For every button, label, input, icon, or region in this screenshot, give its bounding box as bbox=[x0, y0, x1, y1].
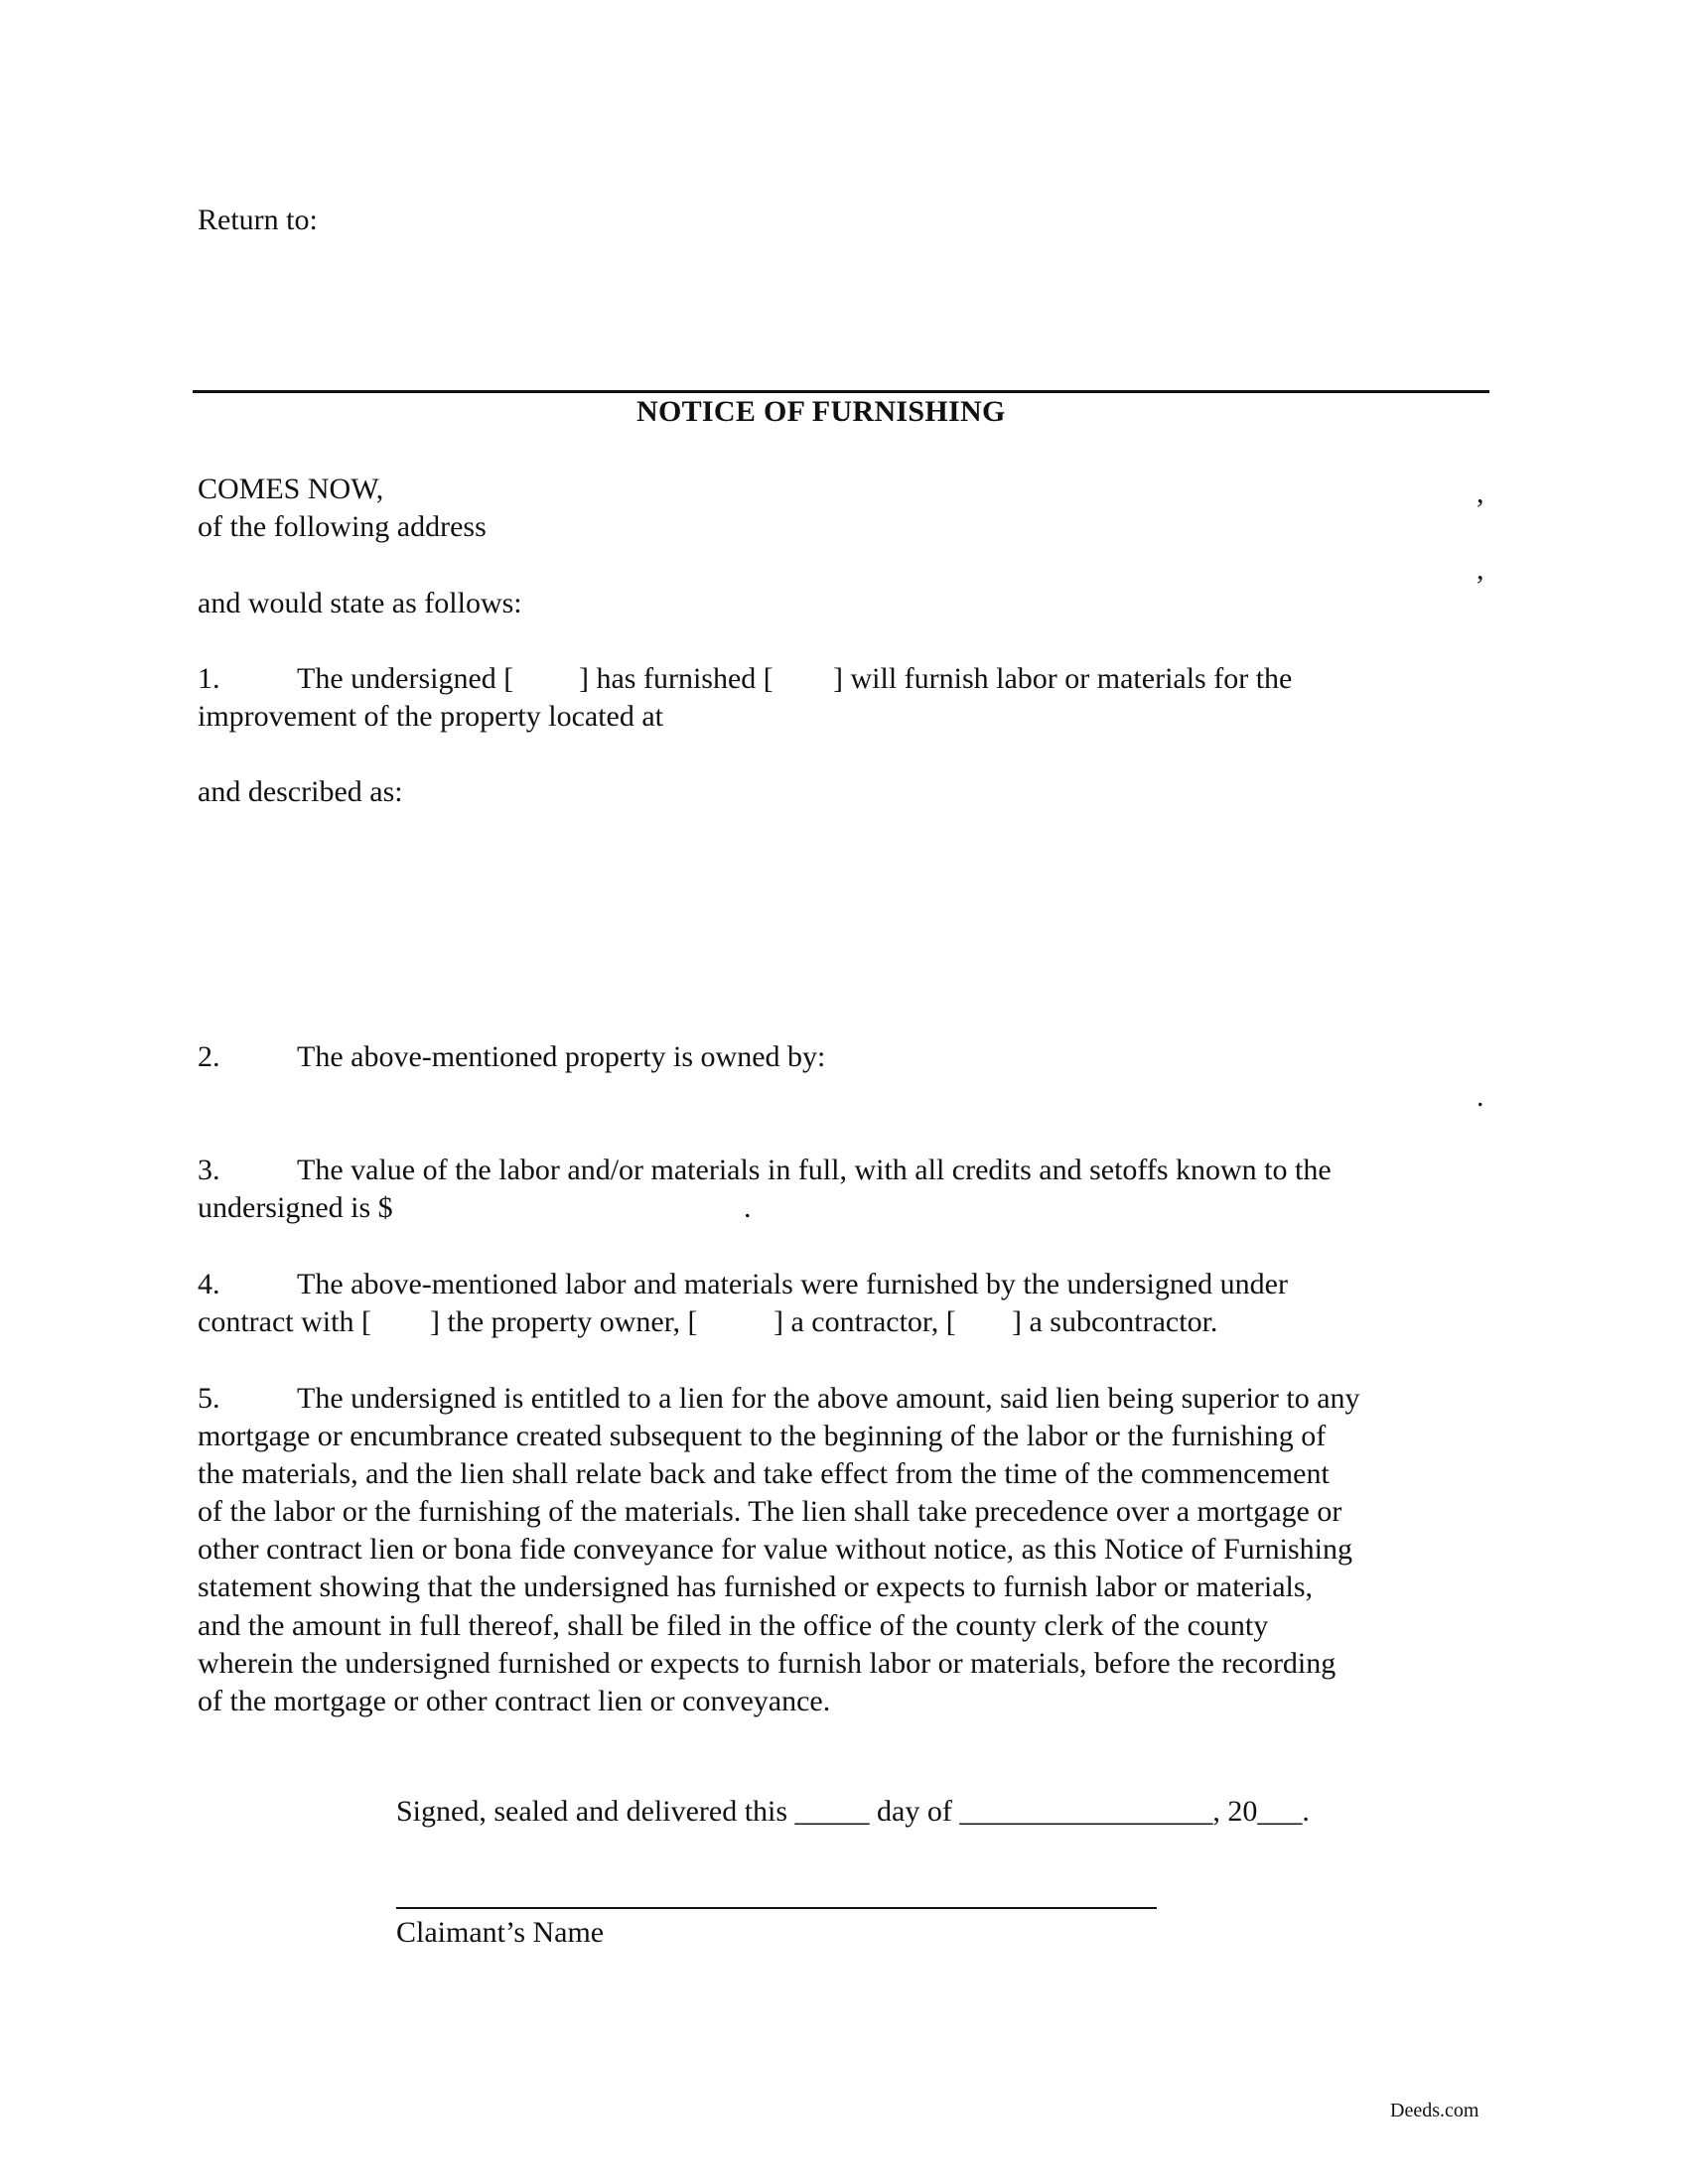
item-5-line: of the mortgage or other contract lien or conveyance. bbox=[198, 1684, 831, 1717]
item-4-text-line2-a: contract with [ bbox=[198, 1305, 371, 1338]
state-as-follows-label: and would state as follows: bbox=[198, 587, 522, 619]
title-rule bbox=[193, 390, 1489, 393]
following-address-label: of the following address bbox=[198, 510, 487, 543]
item-5-line: and the amount in full thereof, shall be filed in the office of the county clerk of the county bbox=[198, 1608, 1269, 1642]
item-3-text-line1: The value of the labor and/or materials in full, with all credits and setoffs known to the bbox=[297, 1154, 1332, 1186]
amount-blank-period: . bbox=[744, 1191, 752, 1224]
item-2-text: The above-mentioned property is owned by: bbox=[297, 1040, 826, 1073]
signed-date-line: Signed, sealed and delivered this _____ day of _________________, 20___. bbox=[396, 1795, 1310, 1828]
item-4-number: 4. bbox=[198, 1268, 220, 1300]
item-5-paragraph bbox=[198, 1380, 1508, 1720]
footer-source: Deeds.com bbox=[1390, 2100, 1479, 2121]
item-5-line: The undersigned is entitled to a lien for the above amount, said lien being superior to any bbox=[297, 1382, 1360, 1415]
claimant-name-label: Claimant’s Name bbox=[396, 1916, 605, 1949]
described-as-label: and described as: bbox=[198, 775, 403, 808]
return-to-label: Return to: bbox=[198, 204, 318, 236]
item-1-text-c: ] will furnish labor or materials for the bbox=[833, 662, 1293, 695]
item-2-number: 2. bbox=[198, 1040, 220, 1073]
item-5-line: of the labor or the furnishing of the materials. The lien shall take precedence over a mortgage or bbox=[198, 1495, 1342, 1529]
comes-now-label: COMES NOW, bbox=[198, 473, 384, 505]
item-1-text-a: The undersigned [ bbox=[297, 662, 514, 695]
item-4-text-line2-b: ] the property owner, [ bbox=[430, 1305, 698, 1338]
address-blank-comma: , bbox=[1477, 553, 1484, 586]
item-5-number: 5. bbox=[198, 1382, 220, 1415]
item-4-text-line1: The above-mentioned labor and materials were furnished by the undersigned under bbox=[297, 1268, 1288, 1300]
signature-line bbox=[396, 1907, 1157, 1909]
item-1-number: 1. bbox=[198, 662, 220, 695]
item-5-line: mortgage or encumbrance created subsequent to the beginning of the labor or the furnishing of bbox=[198, 1420, 1327, 1453]
document-title: NOTICE OF FURNISHING bbox=[636, 395, 1006, 428]
item-5-line: other contract lien or bona fide conveyance for value without notice, as this Notice of Furnishing bbox=[198, 1533, 1352, 1567]
item-1-text-line2: improvement of the property located at bbox=[198, 700, 663, 733]
item-5-line: the materials, and the lien shall relate back and take effect from the time of the commencement bbox=[198, 1457, 1330, 1491]
item-3-number: 3. bbox=[198, 1154, 220, 1186]
item-4-text-line2-c: ] a contractor, [ bbox=[774, 1305, 956, 1338]
item-5-line: wherein the undersigned furnished or expects to furnish labor or materials, before the recording bbox=[198, 1646, 1336, 1680]
item-4-text-line2-d: ] a subcontractor. bbox=[1012, 1305, 1218, 1338]
item-3-text-line2: undersigned is $ bbox=[198, 1191, 393, 1224]
item-5-line: statement showing that the undersigned has furnished or expects to furnish labor or materials, bbox=[198, 1570, 1314, 1604]
item-1-text-b: ] has furnished [ bbox=[579, 662, 774, 695]
owner-blank-period: . bbox=[1477, 1080, 1484, 1113]
claimant-name-blank-comma: , bbox=[1477, 477, 1484, 509]
